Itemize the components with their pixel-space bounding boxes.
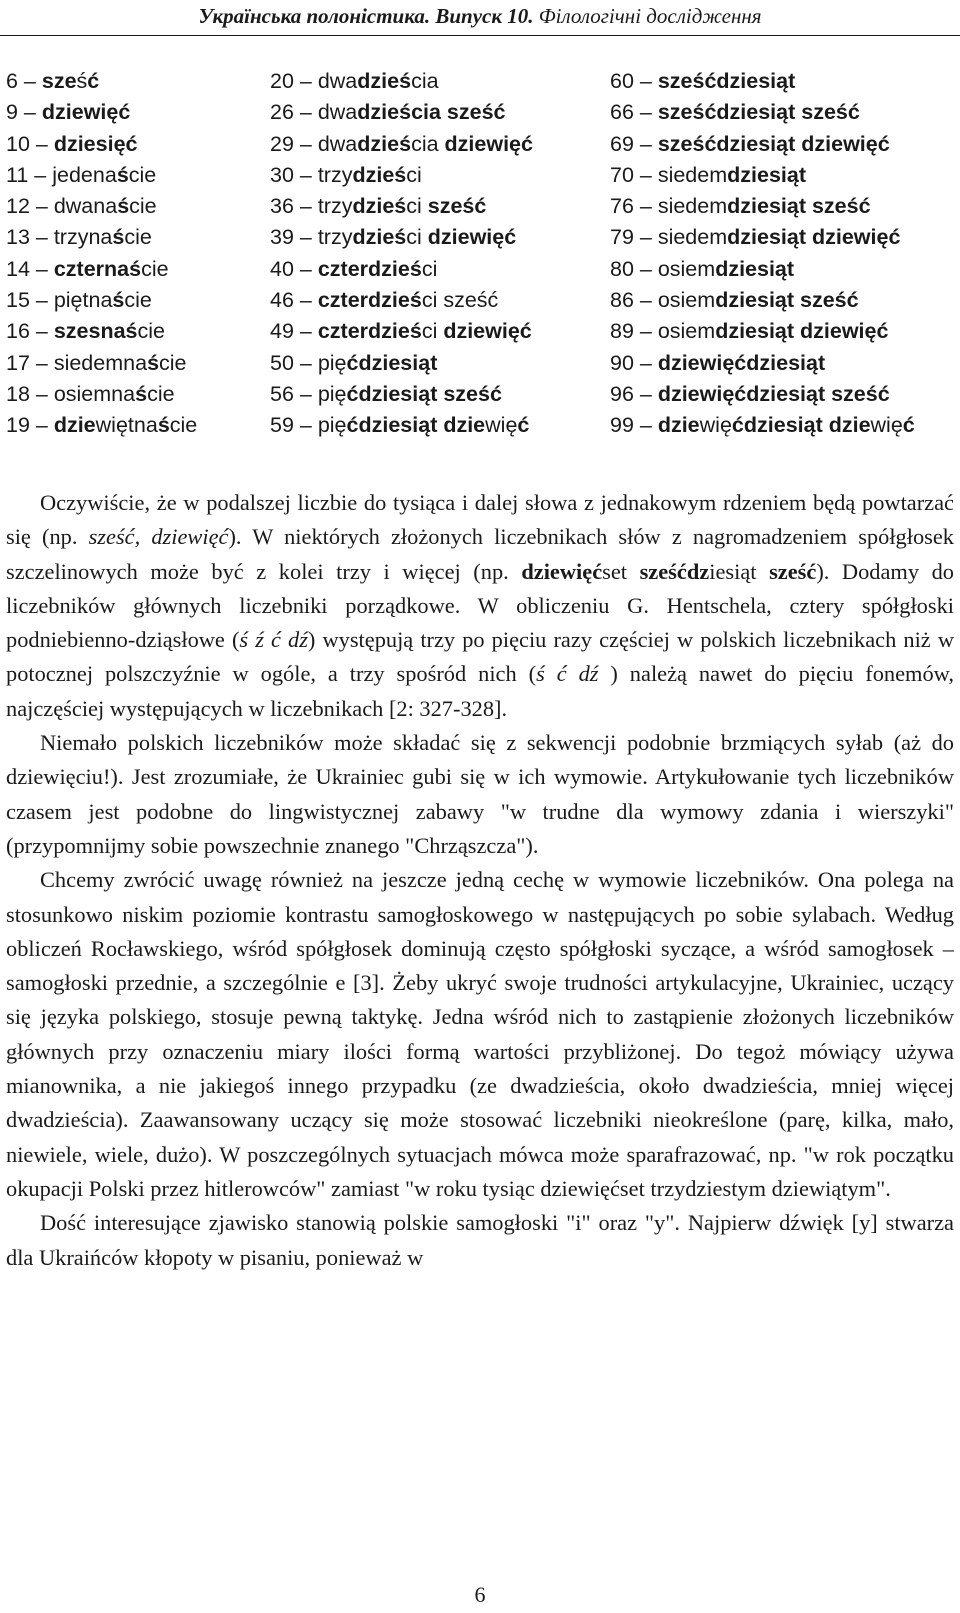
- numeral-word-part: dzieś: [368, 256, 422, 281]
- numeral-word-part: ś: [117, 194, 130, 219]
- numeral-cell: [6, 348, 187, 379]
- numeral-word-part: cie: [141, 256, 169, 281]
- numeral-word-part: dziesiąt: [715, 256, 795, 281]
- numeral-word-part: wię: [95, 413, 128, 438]
- numeral-cell: [270, 410, 529, 441]
- numeral-word-part: cia: [411, 131, 445, 156]
- journal-title: Українська полоністика. Випуск 10.: [198, 4, 534, 28]
- numeral-word-part: ć: [87, 69, 100, 93]
- numeral-value: 66 –: [610, 100, 658, 125]
- numeral-word-part: cie: [137, 319, 165, 344]
- numeral-word-part: tna: [127, 413, 158, 438]
- numeral-word-part: ś: [147, 350, 160, 375]
- numeral-row: [6, 66, 954, 97]
- running-header: [0, 4, 960, 29]
- numeral-cell: [6, 66, 99, 97]
- numeral-word-part: ćdziesiąt: [346, 350, 438, 375]
- numeral-word-part: ci: [406, 225, 428, 250]
- numeral-value: 15 –: [6, 288, 54, 313]
- numeral-cell: [6, 379, 175, 410]
- numeral-value: 29 –: [270, 131, 318, 156]
- numeral-word-part: osiemna: [53, 381, 136, 406]
- numeral-word-part: sześć: [427, 194, 487, 219]
- numeral-word-part: cie: [159, 350, 187, 375]
- numeral-value: 13 –: [6, 225, 54, 250]
- numeral-cell: [610, 66, 795, 97]
- numeral-cell: [6, 316, 165, 347]
- numeral-word-part: sze: [41, 69, 77, 93]
- numeral-word-part: wię: [870, 413, 903, 438]
- numeral-cell: [270, 160, 422, 191]
- paragraph-3: Chcemy zwrócić uwagę również na jeszcze jedną cechę w wymowie liczebników. Ona polega na stosunkowo niskim poziomie kontrastu samogłoskowego w następujących po sobie sylabach. Według obliczeń Rocławskiego, wśród spółgłosek dominują często spółgłoski syczące, a wśród samogłosek – samogłoski przednie, a szczególnie e [3]. Żeby ukryć swoje trudności artykulacyjne, Ukrainiec, uczący się języka polskiego, stosuje pewną taktykę. Jedna wśród nich to zastąpienie złożonych liczebników głównych przy oznaczeniu miary ilości formą wartości przybliżonej. Do tegoż mówiący używa mianownika, a nie jakiegoś innego przypadku (ze dwadzieścia, około dwadzieścia, mniej więcej dwadzieścia). Zaawansowany uczący się może stosować liczebniki nieokreślone (parę, kilka, mało, niewiele, wiele, dużo). W poszczególnych sytuacjach mówca może sparafrazować, np. "w rok początku okupacji Polski przez hitlerowców" zamiast "w roku tysiąc dziewięćset trzydziestym dziewiątym".: [6, 867, 954, 1201]
- numeral-value: 18 –: [6, 381, 54, 406]
- numeral-word-part: trzyna: [53, 225, 113, 250]
- numeral-word-part: siedem: [657, 194, 728, 219]
- numeral-value: 56 –: [270, 381, 318, 406]
- numeral-word-part: dzie: [443, 413, 486, 438]
- numeral-value: 86 –: [610, 288, 658, 313]
- numeral-value: 20 –: [270, 69, 318, 93]
- numeral-word-part: ś: [112, 225, 125, 250]
- numeral-cell: [270, 379, 502, 410]
- numeral-value: 99 –: [610, 413, 658, 438]
- numeral-row: [6, 285, 954, 316]
- numeral-word-part: ci: [421, 319, 444, 344]
- numeral-value: 19 –: [6, 413, 54, 438]
- numeral-word-part: cie: [147, 381, 175, 406]
- numeral-word-part: ci: [421, 288, 444, 313]
- numerals-table: [6, 66, 954, 442]
- numeral-cell: [610, 316, 888, 347]
- numeral-cell: [6, 254, 169, 285]
- numeral-word-part: trzy: [317, 194, 353, 219]
- numeral-word-part: dzieś: [352, 162, 407, 187]
- numeral-word-part: cie: [129, 194, 157, 219]
- numeral-word-part: cie: [128, 162, 157, 187]
- numeral-word-part: pię: [317, 381, 347, 406]
- numeral-word-part: jedena: [52, 162, 117, 187]
- numeral-value: 40 –: [270, 256, 318, 281]
- numeral-word-part: siedemna: [53, 350, 148, 375]
- numeral-word-part: sześć: [443, 288, 499, 313]
- numeral-cell: [610, 191, 871, 222]
- numeral-word-part: czter: [317, 256, 369, 281]
- numeral-word-part: ćdziesiąt: [346, 413, 444, 438]
- numeral-cell: [610, 379, 890, 410]
- numeral-cell: [610, 129, 890, 160]
- numeral-row: [6, 129, 954, 160]
- numeral-word-part: ć: [517, 413, 530, 438]
- numeral-word-part: czterna: [53, 256, 130, 281]
- numeral-cell: [610, 97, 860, 128]
- numeral-word-part: dwa: [317, 131, 358, 156]
- numeral-value: 76 –: [610, 194, 658, 219]
- numeral-word-part: dziewięć: [41, 100, 131, 125]
- numeral-word-part: sześćdziesiąt: [657, 69, 796, 93]
- numeral-word-part: pię: [317, 350, 347, 375]
- numeral-word-part: ś: [129, 256, 142, 281]
- numeral-cell: [610, 254, 794, 285]
- numeral-cell: [6, 285, 152, 316]
- numeral-value: 49 –: [270, 319, 318, 344]
- numeral-word-part: osiem: [657, 319, 716, 344]
- example-italic-3: ś ć dź: [536, 661, 611, 687]
- numeral-word-part: wię: [485, 413, 518, 438]
- numeral-word-part: czter: [317, 319, 369, 344]
- numeral-word-part: cie: [124, 225, 152, 250]
- article-body: [6, 486, 954, 1275]
- numeral-cell: [6, 410, 197, 441]
- numeral-word-part: dzieś: [368, 319, 422, 344]
- numeral-value: 39 –: [270, 225, 318, 250]
- example-italic-2: ś ź ć dź: [239, 627, 308, 653]
- numeral-value: 69 –: [610, 131, 658, 156]
- paragraph-2: Niemało polskich liczebników może składać się z sekwencji podobnie brzmiących syłab (aż do dziewięciu!). Jest zrozumiałe, że Ukrainiec gubi się w ich wymowie. Artykułowanie tych liczebników czasem jest podobne do lingwistycznej zabawy "w trudne dla wymowy zdania i wierszyki" (przypomnijmy sobie powszechnie znanego "Chrząszcza").: [6, 730, 954, 858]
- numeral-row: [6, 160, 954, 191]
- numeral-word-part: ś: [135, 381, 148, 406]
- numeral-cell: [270, 97, 506, 128]
- numeral-word-part: dziesiąt sześć: [715, 288, 859, 313]
- numeral-word-part: dziesiąt sześć: [727, 194, 871, 219]
- numeral-value: 79 –: [610, 225, 658, 250]
- journal-subtitle: Філологічні дослідження: [538, 4, 762, 28]
- numeral-value: 59 –: [270, 413, 318, 438]
- numeral-word-part: dwa: [317, 69, 358, 93]
- numeral-cell: [270, 285, 498, 316]
- numeral-value: 60 –: [610, 69, 658, 93]
- numeral-value: 90 –: [610, 350, 658, 375]
- numeral-word-part: dzieś: [357, 69, 412, 93]
- numeral-cell: [6, 160, 156, 191]
- paragraph-1: Oczywiście, że w podalszej liczbie do tysiąca i dalej słowa z jednakowym rdzeniem będą powtarzać się (np. sześć, dziewięć). W niektórych złożonych liczebnikach słów z nagromadzeniem spółgłosek szczelinowych może być z kolei trzy i więcej (np. dziewięćset sześćdziesiąt sześć). Dodamy do liczebników głównych liczebniki porządkowe. W obliczeniu G. Hentschela, cztery spółgłoski podniebienno-dziąsłowe (ś ź ć dź) występują trzy po pięciu razy częściej w polskich liczebnikach niż w potocznej polszczyźnie w ogóle, a trzy spośród nich (ś ć dź ) należą nawet do pięciu fonemów, najczęściej występujących w liczebnikach [2: 327-328].: [6, 490, 955, 721]
- numeral-word-part: ś: [125, 319, 138, 344]
- numeral-word-part: pię: [53, 288, 83, 313]
- numeral-cell: [610, 222, 900, 253]
- numeral-value: 30 –: [270, 162, 318, 187]
- numeral-word-part: sześćdziesiąt sześć: [657, 100, 860, 125]
- numeral-word-part: dziewięć: [427, 225, 517, 250]
- numeral-word-part: tna: [82, 288, 113, 313]
- numeral-word-part: dzieś: [352, 225, 407, 250]
- numeral-word-part: ś: [116, 162, 129, 187]
- numeral-word-part: dziewięćdziesiąt: [657, 350, 826, 375]
- numeral-row: [6, 191, 954, 222]
- numeral-row: [6, 410, 954, 441]
- numeral-word-part: dzieś: [352, 194, 407, 219]
- numeral-word-part: ć: [902, 413, 915, 438]
- numeral-cell: [270, 316, 532, 347]
- numeral-word-part: siedem: [657, 225, 728, 250]
- numeral-word-part: cie: [169, 413, 198, 438]
- numeral-value: 96 –: [610, 381, 658, 406]
- numeral-word-part: szesna: [53, 319, 126, 344]
- numeral-value: 70 –: [610, 162, 658, 187]
- numeral-cell: [270, 348, 437, 379]
- numeral-word-part: dzie: [53, 413, 96, 438]
- numeral-word-part: dzieś: [357, 100, 412, 125]
- numeral-word-part: ćdziesiąt sześć: [346, 381, 502, 406]
- numeral-word-part: cia: [411, 69, 439, 93]
- numeral-word-part: dziewięćdziesiąt sześć: [657, 381, 890, 406]
- header-rule: [0, 35, 960, 36]
- numeral-value: 17 –: [6, 350, 54, 375]
- numeral-value: 46 –: [270, 288, 318, 313]
- numeral-row: [6, 97, 954, 128]
- numeral-word-part: dzieś: [357, 131, 412, 156]
- numeral-word-part: dziewięć: [444, 131, 533, 156]
- numeral-word-part: siedem: [657, 162, 728, 187]
- numeral-word-part: ś: [157, 413, 170, 438]
- numeral-cell: [610, 348, 825, 379]
- numeral-value: 9 –: [6, 100, 42, 125]
- numeral-cell: [610, 160, 806, 191]
- numeral-word-part: dziesięć: [53, 131, 138, 156]
- numeral-row: [6, 316, 954, 347]
- numeral-cell: [270, 66, 439, 97]
- numeral-cell: [610, 410, 915, 441]
- numeral-word-part: cie: [124, 288, 152, 313]
- numeral-value: 36 –: [270, 194, 318, 219]
- numeral-value: 12 –: [6, 194, 54, 219]
- numeral-cell: [270, 129, 533, 160]
- numeral-word-part: sześćdziesiąt: [657, 131, 796, 156]
- page-number: 6: [474, 1582, 486, 1607]
- numeral-cell: [6, 129, 138, 160]
- numeral-value: 50 –: [270, 350, 318, 375]
- numeral-cell: [270, 254, 437, 285]
- numeral-word-part: dziewięć: [801, 131, 890, 156]
- numeral-word-part: dwa: [317, 100, 358, 125]
- numeral-word-part: ćdziesiąt dzie: [731, 413, 871, 438]
- numeral-row: [6, 222, 954, 253]
- numeral-word-part: dzie: [657, 413, 700, 438]
- numeral-word-part: dzieś: [368, 288, 422, 313]
- numeral-word-part: ci: [421, 256, 438, 281]
- numeral-value: 11 –: [6, 162, 53, 187]
- numeral-value: 80 –: [610, 256, 658, 281]
- numeral-word-part: ś: [112, 288, 125, 313]
- numeral-word-part: trzy: [317, 225, 353, 250]
- numeral-word-part: ś: [76, 69, 88, 93]
- numeral-row: [6, 348, 954, 379]
- numeral-value: 14 –: [6, 256, 54, 281]
- numeral-word-part: dziesiąt: [727, 162, 807, 187]
- numeral-word-part: ci: [406, 162, 422, 187]
- numeral-word-part: trzy: [317, 162, 353, 187]
- numeral-cell: [6, 191, 157, 222]
- numeral-value: 26 –: [270, 100, 318, 125]
- numeral-word-part: dziewięć: [443, 319, 532, 344]
- numeral-word-part: ci: [406, 194, 428, 219]
- numeral-row: [6, 379, 954, 410]
- numeral-word-part: dziesiąt dziewięć: [715, 319, 889, 344]
- numeral-word-part: osiem: [657, 256, 716, 281]
- numeral-value: 89 –: [610, 319, 658, 344]
- numeral-row: [6, 254, 954, 285]
- numeral-cell: [6, 222, 152, 253]
- numeral-word-part: osiem: [657, 288, 716, 313]
- numeral-cell: [270, 191, 486, 222]
- numeral-word-part: cia sześć: [411, 100, 506, 125]
- numeral-word-part: wię: [699, 413, 732, 438]
- example-italic-1: sześć, dziewięć: [88, 524, 229, 550]
- numeral-word-part: pię: [317, 413, 347, 438]
- numeral-value: 6 –: [6, 69, 42, 93]
- numeral-word-part: dziesiąt dziewięć: [727, 225, 901, 250]
- numeral-value: 10 –: [6, 131, 54, 156]
- numeral-cell: [6, 97, 130, 128]
- numeral-value: 16 –: [6, 319, 54, 344]
- paragraph-4: Dość interesujące zjawisko stanowią polskie samogłoski "i" oraz "y". Najpierw dźwięk [y] stwarza dla Ukraińców kłopoty w pisaniu, ponieważ w: [6, 1210, 954, 1270]
- numeral-cell: [610, 285, 859, 316]
- numeral-word-part: czter: [317, 288, 369, 313]
- numeral-cell: [270, 222, 516, 253]
- numeral-word-part: dwana: [53, 194, 118, 219]
